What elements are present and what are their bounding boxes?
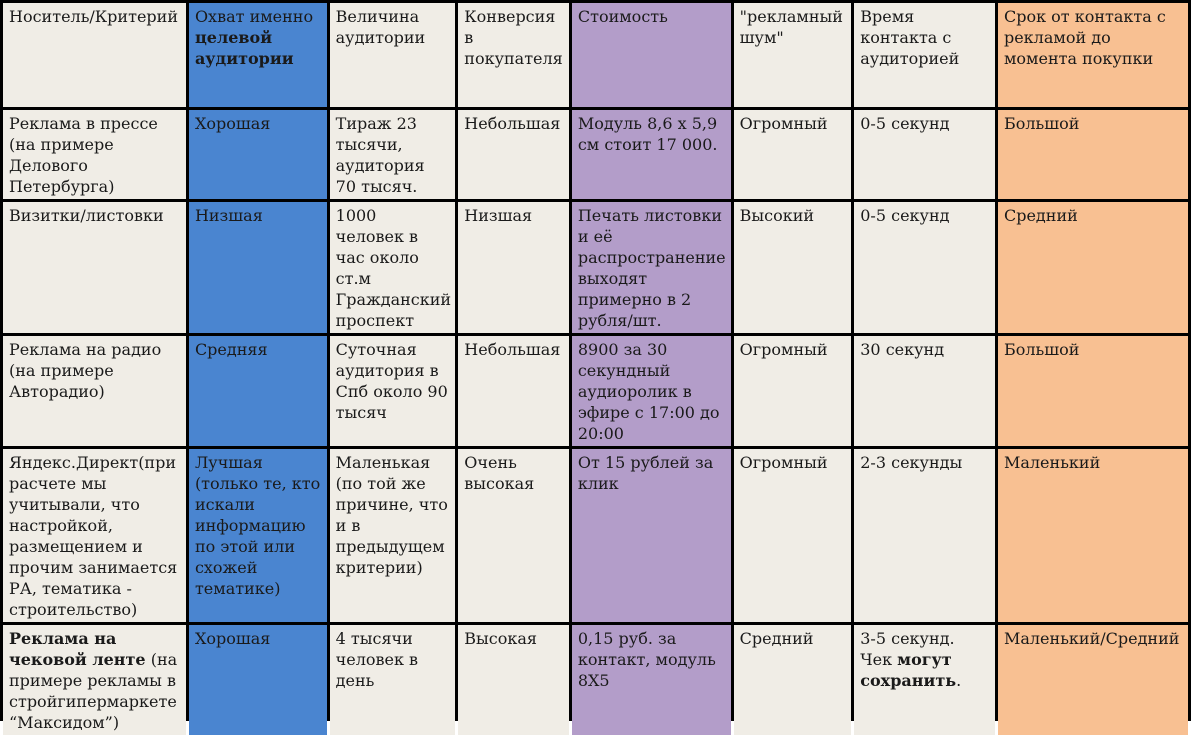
cell-audience-size: Суточная аудитория в Спб около 90 тысяч — [330, 336, 456, 446]
cell-reach: Лучшая (только те, кто искали информацию по этой или схожей тематике) — [189, 449, 327, 622]
cell-cost: Модуль 8,6 х 5,9 см стоит 17 000. — [572, 110, 731, 199]
table-row — [3, 202, 1188, 333]
cell-contact-time-bold: могут сохранить — [860, 650, 957, 690]
cell-media — [3, 625, 186, 735]
header-cost: Стоимость — [572, 3, 731, 107]
cell-contact-time: 30 секунд — [854, 336, 995, 446]
cell-noise: Огромный — [734, 449, 852, 622]
header-audience-size: Величина аудитории — [330, 3, 456, 107]
cell-term: Средний — [998, 202, 1188, 333]
cell-cost: От 15 рублей за клик — [572, 449, 731, 622]
cell-reach: Низшая — [189, 202, 327, 333]
header-term: Срок от контакта с рекламой до момента покупки — [998, 3, 1188, 107]
cell-cost: Печать листовки и её распространение выходят примерно в 2 рубля/шт. — [572, 202, 731, 333]
cell-media-rest: (на примере рекламы в стройгипермаркете “Максидом”) — [9, 650, 178, 732]
cell-media: Визитки/листовки — [3, 202, 186, 333]
cell-media-bold: Реклама на чековой ленте — [9, 629, 146, 669]
cell-contact-time — [854, 625, 995, 735]
cell-audience-size: Тираж 23 тысячи, аудитория 70 тысяч. — [330, 110, 456, 199]
cell-conversion: Небольшая — [458, 336, 569, 446]
header-reach — [189, 3, 327, 107]
cell-media: Реклама на радио (на примере Авторадио) — [3, 336, 186, 446]
cell-cost: 8900 за 30 секундный аудиоролик в эфире с 17:00 до 20:00 — [572, 336, 731, 446]
header-row — [3, 3, 1188, 107]
cell-audience-size: Маленькая (по той же причине, что и в предыдущем критерии) — [330, 449, 456, 622]
table-row — [3, 625, 1188, 735]
cell-noise: Средний — [734, 625, 852, 735]
header-noise: "рекламный шум" — [734, 3, 852, 107]
header-conversion: Конверсия в покупателя — [458, 3, 569, 107]
cell-conversion: Низшая — [458, 202, 569, 333]
cell-conversion: Очень высокая — [458, 449, 569, 622]
header-contact-time: Время контакта с аудиторией — [854, 3, 995, 107]
header-reach-text: Охват именно — [194, 7, 314, 26]
header-reach-bold: целевой аудитории — [194, 28, 294, 68]
table-row — [3, 449, 1188, 622]
table-row — [3, 110, 1188, 199]
cell-audience-size: 1000 человек в час около ст.м Гражданский проспект — [330, 202, 456, 333]
cell-media: Яндекс.Директ(при расчете мы учитывали, что настройкой, размещением и прочим занимается РА, тематика - строительство) — [3, 449, 186, 622]
cell-noise: Огромный — [734, 336, 852, 446]
cell-contact-time: 0-5 секунд — [854, 202, 995, 333]
cell-contact-time: 0-5 секунд — [854, 110, 995, 199]
cell-contact-time-pre: 3-5 секунд. Чек — [860, 629, 955, 669]
cell-term: Маленький/Средний — [998, 625, 1188, 735]
cell-reach: Хорошая — [189, 110, 327, 199]
table-row — [3, 336, 1188, 446]
cell-term: Маленький — [998, 449, 1188, 622]
header-media: Носитель/Критерий — [3, 3, 186, 107]
cell-noise: Высокий — [734, 202, 852, 333]
cell-noise: Огромный — [734, 110, 852, 199]
cell-audience-size: 4 тысячи человек в день — [330, 625, 456, 735]
cell-conversion: Небольшая — [458, 110, 569, 199]
cell-cost: 0,15 руб. за контакт, модуль 8Х5 — [572, 625, 731, 735]
cell-term: Большой — [998, 336, 1188, 446]
cell-contact-time-post: . — [956, 671, 962, 690]
cell-term: Большой — [998, 110, 1188, 199]
cell-contact-time: 2-3 секунды — [854, 449, 995, 622]
cell-reach: Хорошая — [189, 625, 327, 735]
cell-conversion: Высокая — [458, 625, 569, 735]
cell-reach: Средняя — [189, 336, 327, 446]
cell-media: Реклама в прессе (на примере Делового Петербурга) — [3, 110, 186, 199]
